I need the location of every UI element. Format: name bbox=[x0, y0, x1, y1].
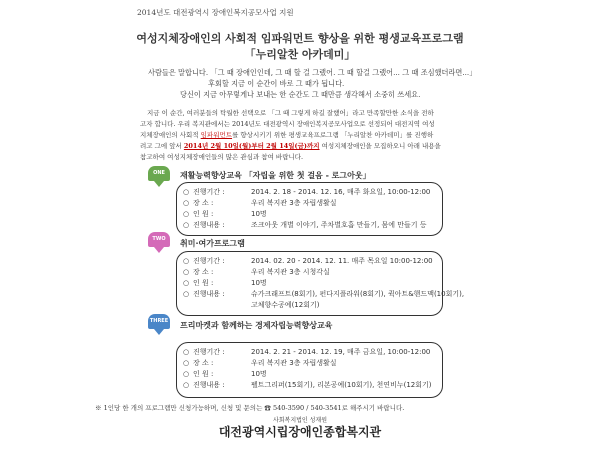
highlight-recruit-dates: 2014년 2월 10일(월)부터 2월 14일(금)까지 bbox=[183, 142, 320, 150]
section-1-row: ○ 진행기간 : 2014. 2. 18 - 2014. 12. 16, 매주 화요일, 10:00-12:00 bbox=[183, 188, 431, 196]
badge-tip bbox=[154, 329, 164, 335]
body-line-5: 참고하여 여성지체장애인들의 많은 관심과 참여 바랍니다. bbox=[140, 153, 304, 161]
section-2-box bbox=[176, 251, 465, 316]
section-1-row: ○ 인 원 : 10명 bbox=[183, 210, 267, 218]
badge-tip bbox=[154, 247, 164, 253]
bullet-icon: ○ bbox=[183, 199, 190, 207]
section-3-row: ○ 장 소 : 우리 복지관 3층 자립생활실 bbox=[183, 359, 337, 367]
section-3-row: ○ 진행내용 : 펠트그리퍼(15회기), 리본공예(10회기), 천연비누(12회기) bbox=[183, 381, 432, 389]
org-parent-name: 사회복지법인 성재원 bbox=[272, 417, 328, 424]
body-line-3: 지체장애인의 사회적 임파워먼트를 향상시키기 위한 평생교육프로그램 「누리알찬 아카데미」를 진행하 bbox=[140, 131, 434, 139]
bullet-icon: ○ bbox=[183, 210, 190, 218]
bullet-icon: ○ bbox=[183, 348, 190, 356]
highlight-empowerment: 임파워먼트 bbox=[200, 131, 233, 139]
section-2-row: ○ 장 소 : 우리 복지관 3층 시청각실 bbox=[183, 268, 330, 276]
section-2-row: ○ 진행내용 : 슈가크래프트(8회기), 펀다지플라워(8회기), 퀵아트&핸드맥(10회기), bbox=[183, 290, 465, 298]
bullet-icon: ○ bbox=[183, 279, 190, 287]
bullet-icon: ○ bbox=[183, 268, 190, 276]
section-3-row: ○ 인 원 : 10명 bbox=[183, 370, 267, 378]
intro-line-3: 당신이 지금 아무렇게나 보내는 한 순간도 그 때만큼 생각해서 소중히 쓰세요. bbox=[180, 90, 421, 99]
section-3-row: ○ 진행기간 : 2014. 2. 21 - 2014. 12. 19, 매주 금요일, 10:00-12:00 bbox=[183, 348, 431, 356]
badge-three bbox=[148, 314, 174, 336]
badge-tip bbox=[154, 181, 164, 187]
bullet-icon: ○ bbox=[183, 381, 190, 389]
section-2-row: ○ 진행기간 : 2014. 02. 20 - 2014. 12. 11. 매주 목요일 10:00-12:00 bbox=[183, 257, 433, 265]
section-3-box bbox=[176, 342, 443, 398]
section-1-row: ○ 진행내용 : 조크아웃 개별 이야기, 주차별호흡 만들기, 몸에 만들기 등 bbox=[183, 221, 427, 229]
section-3-title: 프리마켓과 함께하는 경제자립능력향상교육 bbox=[180, 321, 333, 330]
badge-label: ONE bbox=[148, 166, 170, 181]
bullet-icon: ○ bbox=[183, 221, 190, 229]
section-2-row: ○ 인 원 : 10명 bbox=[183, 279, 267, 287]
org-name: 대전광역시립장애인종합복지관 bbox=[218, 425, 382, 439]
badge-label: TWO bbox=[148, 232, 170, 247]
bullet-icon: ○ bbox=[183, 257, 190, 265]
bullet-icon: ○ bbox=[183, 370, 190, 378]
program-title: 여성지체장애인의 사회적 임파워먼트 향상을 위한 평생교육프로그램 bbox=[136, 32, 464, 45]
top-note: 2014년도 대전광역시 장애인복지공모사업 지원 bbox=[137, 8, 294, 17]
bullet-icon: ○ bbox=[183, 290, 190, 298]
section-1-box bbox=[176, 182, 443, 236]
program-subtitle: 「누리알찬 아카데미」 bbox=[244, 48, 356, 61]
section-2-row: 고체향수공예(12회기) bbox=[251, 301, 320, 309]
bullet-icon: ○ bbox=[183, 359, 190, 367]
badge-one bbox=[148, 166, 174, 188]
badge-label: THREE bbox=[148, 314, 170, 329]
body-line-4: 려고 그에 앞서 2014년 2월 10일(월)부터 2월 14일(금)까지 여성지체장애인을 모집하오니 아래 내용을 bbox=[140, 142, 441, 150]
body-line-2: 고자 합니다. 우리 복지관에서는 2014년도 대전광역시 장애인복지공모사업으로 선정되어 대전지역 여성 bbox=[140, 120, 435, 128]
bullet-icon: ○ bbox=[183, 188, 190, 196]
section-2-title: 취미·여가프로그램 bbox=[180, 239, 245, 248]
intro-line-2: 후회할 지금 이 순간이 바로 그 때가 됩니다. bbox=[208, 79, 345, 88]
body-line-1: 지금 이 순간, 여러분들의 탁월한 선택으로 「그 때 그렇게 하길 잘했어」라고 만족할만한 소식을 전하 bbox=[147, 109, 434, 117]
section-1-title: 재활능력향상교육 「자립을 위한 첫 걸음 - 로그아웃」 bbox=[180, 171, 371, 180]
badge-two bbox=[148, 232, 174, 254]
intro-line-1: 사람들은 말합니다. 「그 때 장애인인데, 그 때 할 걸 그랬어. 그 때 할걸 그랬어... 그 때 조심했더라면...」 bbox=[148, 68, 477, 77]
footnote: ※ 1인당 한 개의 프로그램만 신청가능하며, 신청 및 문의는 ☎ 540-3590 / 540-3541로 해주시기 바랍니다. bbox=[95, 404, 405, 412]
section-1-row: ○ 장 소 : 우리 복지관 3층 자립생활실 bbox=[183, 199, 337, 207]
